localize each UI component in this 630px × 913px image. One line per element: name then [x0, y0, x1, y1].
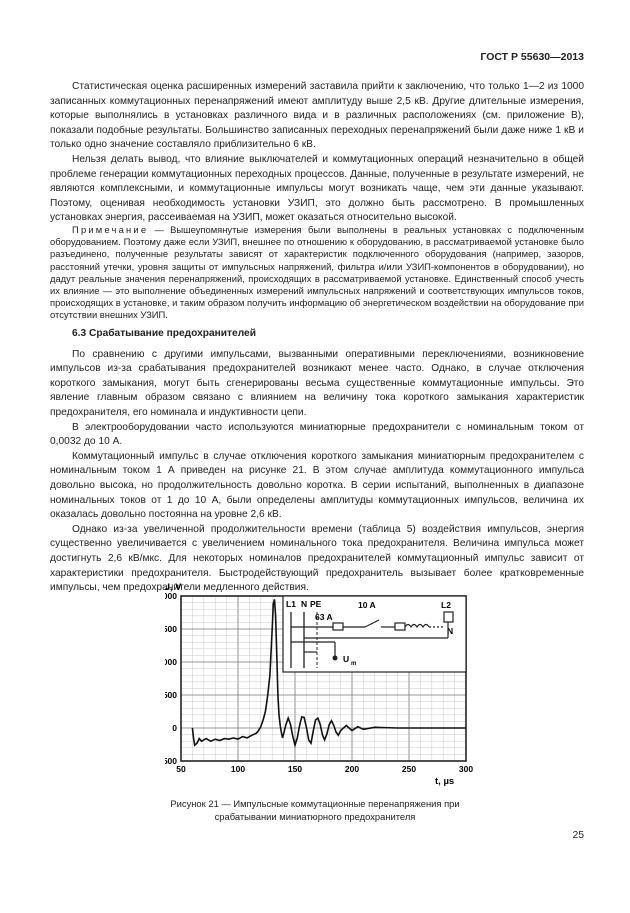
label-63a: 63 A — [315, 612, 333, 622]
paragraph: Коммутационный импульс в случае отключения короткого замыкания миниатюрным предохранителем с номинальным током 1 А приведен на рисунке 21. В этом случае амплитуда коммутационного импульса довольно высока, но продолжительность довольно коротка. В серии испытаний, выполненных в диапазоне номинальных токов от 1 до 10 А, были определены амплитуды коммутационных импульсов, величина их оказалась довольно постоянна на уровне 2,6 кВ. — [50, 450, 584, 521]
x-tick-label: 200 — [344, 764, 360, 774]
label-l1: L1 — [286, 599, 296, 609]
label-10a: 10 A — [358, 600, 376, 610]
label-n: N — [301, 599, 308, 609]
x-tick-label: 300 — [458, 764, 474, 774]
x-tick-label: 150 — [287, 764, 303, 774]
terminal-icon — [333, 656, 338, 661]
note-block — [50, 224, 584, 322]
body-text-block-1 — [50, 80, 584, 226]
circuit-inset — [283, 596, 466, 672]
note-label: Примечание — [72, 224, 149, 235]
body-text-block-2 — [50, 323, 584, 596]
voltage-chart — [165, 572, 485, 787]
section-title: 6.3 Срабатывание предохранителей — [72, 328, 256, 339]
x-tick-label: 250 — [401, 764, 417, 774]
note-text: — Вышеупомянутые измерения были выполнены в реальных установках с подключенным оборудованием. Поэтому даже если УЗИП, внешнее по отношению к оборудованию, в рассматриваемой установке было разъединено, полученные результаты зависят от характеристик подключенного оборудования (например, зазоров, расстояний утечки, уровня защиты от импульсных напряжений, фильтра и/или УЗИП-компонентов в оборудовании), но дадут реальные значения перенапряжений, происходящих в рассматриваемой установке. Единственный способ учесть их влияние — это выполнение объединенных измерений импульсных напряжений и соответствующих импульсов токов, происходящих в установке, и таким образом получить информацию об энергетическом воздействии на оборудование при отсутствии внешних УЗИП. — [50, 224, 584, 321]
note-paragraph — [50, 224, 584, 322]
y-tick-label: 500 — [165, 756, 177, 766]
figure-caption: Рисунок 21 — Импульсные коммутационные перенапряжения при срабатывании миниатюрного предохранителя — [170, 798, 460, 822]
y-tick-labels — [165, 591, 177, 766]
label-u: U — [343, 654, 350, 664]
y-tick-label: 0 — [172, 723, 177, 733]
page-number: 25 — [572, 830, 584, 841]
paragraph: Однако из-за увеличенной продолжительности времени (таблица 5) воздействия импульсов, энергия существенно увеличивается с увеличением номинального тока предохранителя. Величина импульса может достигнуть 2,6 кВ/мкс. Для некоторых номиналов предохранителей коммутационный импульс зависит от характеристики предохранителя. Быстродействующий предохранитель вызывает более кратковременные импульсы, чем предохранители медленного действия. — [50, 523, 584, 594]
x-axis-label: t, µs — [435, 776, 455, 787]
x-tick-labels — [176, 764, 473, 774]
label-pe: PE — [310, 599, 322, 609]
label-u-sub: m — [351, 661, 357, 667]
x-tick-label: 50 — [176, 764, 186, 774]
document-header: ГОСТ Р 55630—2013 — [480, 51, 584, 63]
paragraph: По сравнению с другими импульсами, вызванными оперативными переключениями, возникновение импульсов из-за срабатывания предохранителей возникают менее часто. Однако, в случае отключения короткого замыкания, могут быть сгенерированы весьма существенные коммутационные импульсы. Это явление главным образом связано с влиянием на величину тока короткого замыкания характеристик предохранителя, его номинала и индуктивности цепи. — [50, 348, 584, 418]
paragraph: Нельзя делать вывод, что влияние выключателей и коммутационных операций незначительно в общей проблеме генерации коммутационных переходных процессов. Данные, полученные в результате измерений, не являются комплексными, и коммутационные импульсы могут возникать чаще, чем эти данные указывают. Поэтому, оценивая необходимость установки УЗИП, это должно быть рассмотрено. В промышленных установках энергия, рассеиваемая на УЗИП, может оказаться относительно высокой. — [50, 153, 584, 224]
y-tick-label: 500 — [165, 690, 177, 700]
y-tick-label: 000 — [165, 657, 177, 667]
paragraph: В электрооборудовании часто используются миниатюрные предохранители с номинальным током от 0,0032 до 10 А. — [50, 421, 584, 448]
y-tick-label: 000 — [165, 591, 177, 601]
label-n2: N — [447, 626, 454, 636]
y-tick-label: 500 — [165, 624, 177, 634]
figure-21 — [165, 572, 485, 792]
paragraph: Статистическая оценка расширенных измерений заставила прийти к заключению, что только 1—2 из 1000 записанных коммутационных перенапряжений имеют амплитуду выше 2,5 кВ. Другие длительные измерения, которые выполнялись в установках различного вида и в различных расположениях (см. приложение В), показали подобные результаты. Большинство записанных переходных перенапряжений были даже ниже 1 кВ и только одно значение составляло приблизительно 6 кВ. — [50, 81, 584, 151]
label-l2: L2 — [441, 600, 451, 610]
y-axis-label: U, V — [165, 582, 182, 593]
x-tick-label: 100 — [230, 764, 246, 774]
